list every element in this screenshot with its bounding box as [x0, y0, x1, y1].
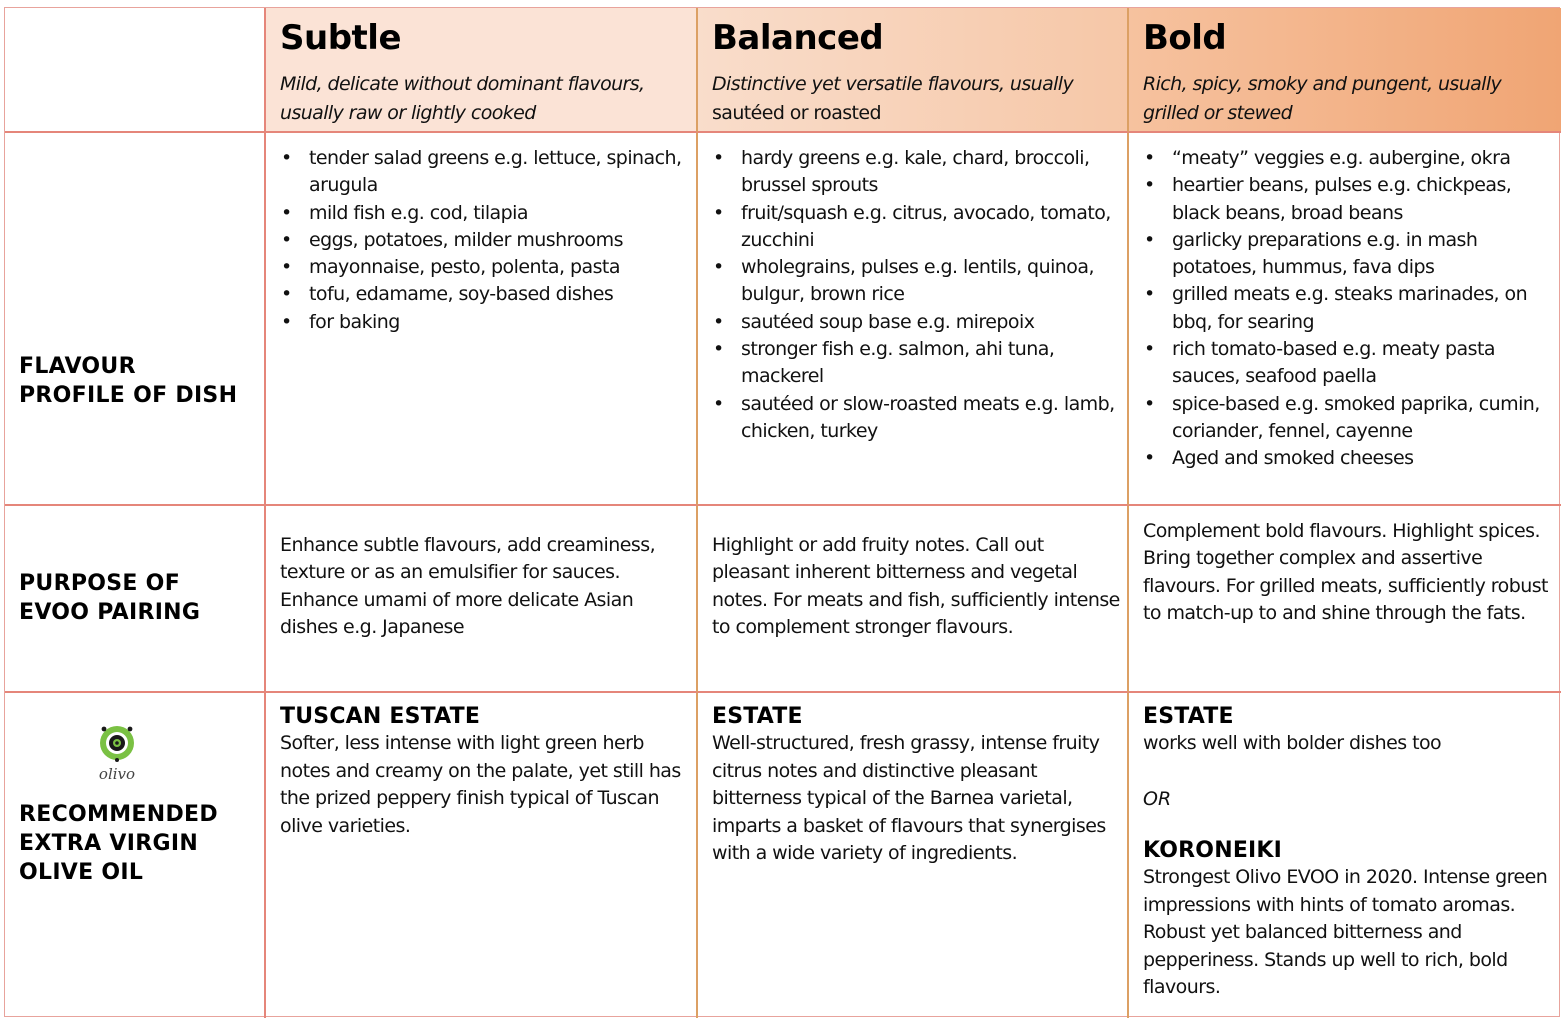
recommended-bold-name2: KORONEIKI — [1143, 838, 1283, 863]
subtle-subtitle: Mild, delicate without dominant flavours, usually raw or lightly cooked — [280, 73, 645, 124]
header-subtle — [266, 8, 698, 133]
list-item: • grilled meats e.g. steaks marinades, on bbq, for searing — [1143, 281, 1553, 336]
row-label-purpose-line1: PURPOSE OF — [19, 571, 181, 596]
flavour-bold-list — [1143, 145, 1553, 473]
olivo-logo-icon — [97, 723, 137, 763]
subtle-title: Subtle — [280, 18, 401, 58]
header-bold — [1129, 8, 1561, 133]
row-label-purpose-cell — [5, 506, 266, 693]
list-item: • wholegrains, pulses e.g. lentils, quinoa, bulgur, brown rice — [712, 254, 1122, 309]
row-label-recommended-line3: OLIVE OIL — [19, 860, 144, 885]
row-label-recommended-cell — [5, 693, 266, 1018]
recommended-bold-cell — [1129, 693, 1561, 1018]
row-label-recommended-line2: EXTRA VIRGIN — [19, 831, 199, 856]
recommended-subtle-desc: Softer, less intense with light green herb notes and creamy on the palate, yet still has the prized peppery finish typical of Tuscan olive varieties. — [280, 732, 681, 837]
row-label-recommended-line1: RECOMMENDED — [19, 802, 218, 827]
recommended-bold-or: OR — [1143, 787, 1172, 810]
recommended-bold-block — [1143, 703, 1555, 1002]
row-label-flavour-line2: PROFILE OF DISH — [19, 383, 238, 408]
balanced-title: Balanced — [712, 18, 884, 58]
list-item: • hardy greens e.g. kale, chard, broccoli, brussel sprouts — [712, 145, 1122, 200]
row-label-flavour-cell — [5, 133, 266, 506]
header-corner — [5, 8, 266, 133]
olivo-logo — [97, 723, 137, 783]
recommended-bold-desc: works well with bolder dishes too — [1143, 732, 1442, 754]
list-item: • Aged and smoked cheeses — [1143, 445, 1553, 472]
list-item: • “meaty” veggies e.g. aubergine, okra — [1143, 145, 1553, 172]
flavour-subtle-list — [280, 145, 690, 336]
list-item: • for baking — [280, 309, 690, 336]
recommended-bold-name: ESTATE — [1143, 704, 1234, 729]
purpose-balanced-cell — [698, 506, 1129, 693]
list-item: • spice-based e.g. smoked paprika, cumin, coriander, fennel, cayenne — [1143, 391, 1553, 446]
purpose-balanced-text: Highlight or add fruity notes. Call out pleasant inherent bitterness and vegetal notes. For meats and fish, sufficiently intense to complement stronger flavours. — [712, 534, 1120, 638]
balanced-subtitle-regular: sautéed or roasted — [712, 102, 881, 124]
flavour-balanced-list — [712, 145, 1122, 445]
list-item: • garlicky preparations e.g. in mash potatoes, hummus, fava dips — [1143, 227, 1553, 282]
row-label-flavour-line1: FLAVOUR — [19, 354, 136, 379]
purpose-bold-cell — [1129, 506, 1561, 693]
header-balanced — [698, 8, 1129, 133]
balanced-subtitle — [712, 70, 1112, 128]
balanced-subtitle-italic: Distinctive yet versatile flavours, usually — [712, 73, 1074, 95]
list-item: • tender salad greens e.g. lettuce, spinach, arugula — [280, 145, 690, 200]
list-item: • sautéed soup base e.g. mirepoix — [712, 309, 1122, 336]
list-item: • heartier beans, pulses e.g. chickpeas, black beans, broad beans — [1143, 172, 1553, 227]
list-item: • eggs, potatoes, milder mushrooms — [280, 227, 690, 254]
row-label-purpose-line2: EVOO PAIRING — [19, 600, 201, 625]
list-item: • tofu, edamame, soy-based dishes — [280, 281, 690, 308]
recommended-subtle-block — [280, 703, 692, 840]
recommended-balanced-name: ESTATE — [712, 704, 803, 729]
recommended-balanced-block — [712, 703, 1124, 868]
purpose-bold-text: Complement bold flavours. Highlight spices. Bring together complex and assertive flavours. For grilled meats, sufficiently robust to match-up to and shine through the fats. — [1143, 520, 1548, 624]
olivo-logo-text: olivo — [98, 765, 136, 783]
list-item: • sautéed or slow-roasted meats e.g. lamb, chicken, turkey — [712, 391, 1122, 446]
row-label-recommended — [19, 800, 218, 887]
row-label-purpose — [19, 569, 200, 627]
recommended-bold-desc2: Strongest Olivo EVOO in 2020. Intense green impressions with hints of tomato aromas. Robust yet balanced bitterness and pepperiness. Stands up well to rich, bold flavours. — [1143, 866, 1548, 998]
flavour-subtle-cell — [266, 133, 698, 506]
pairing-table — [4, 7, 1560, 1017]
row-label-flavour — [19, 352, 237, 410]
list-item: • mayonnaise, pesto, polenta, pasta — [280, 254, 690, 281]
list-item: • fruit/squash e.g. citrus, avocado, tomato, zucchini — [712, 200, 1122, 255]
list-item: • mild fish e.g. cod, tilapia — [280, 200, 690, 227]
bold-title: Bold — [1143, 18, 1227, 58]
flavour-bold-cell — [1129, 133, 1561, 506]
recommended-balanced-desc: Well-structured, fresh grassy, intense fruity citrus notes and distinctive pleasant bitterness typical of the Barnea varietal, imparts a basket of flavours that synergises with a wide variety of ingredients. — [712, 732, 1106, 864]
flavour-balanced-cell — [698, 133, 1129, 506]
recommended-balanced-cell — [698, 693, 1129, 1018]
purpose-subtle-cell — [266, 506, 698, 693]
purpose-subtle-text: Enhance subtle flavours, add creaminess, texture or as an emulsifier for sauces. Enhance umami of more delicate Asian dishes e.g. Japanese — [280, 534, 656, 638]
list-item: • stronger fish e.g. salmon, ahi tuna, mackerel — [712, 336, 1122, 391]
bold-subtitle: Rich, spicy, smoky and pungent, usually grilled or stewed — [1143, 73, 1502, 124]
recommended-subtle-name: TUSCAN ESTATE — [280, 704, 481, 729]
list-item: • rich tomato-based e.g. meaty pasta sauces, seafood paella — [1143, 336, 1553, 391]
recommended-subtle-cell — [266, 693, 698, 1018]
